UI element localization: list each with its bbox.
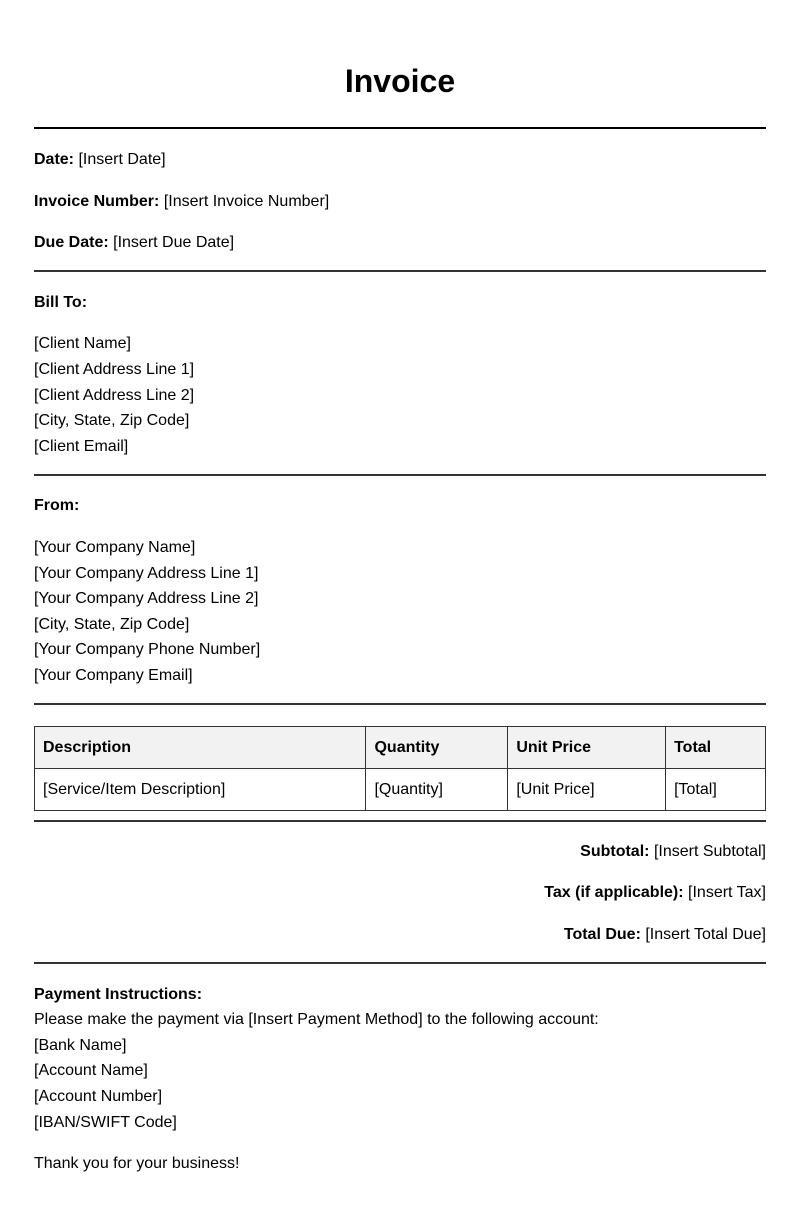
payment-line: [IBAN/SWIFT Code] — [34, 1114, 177, 1131]
total-due-value: [Insert Total Due] — [645, 926, 766, 943]
date-line — [34, 150, 166, 170]
bill-to-line: [City, State, Zip Code] — [34, 412, 190, 429]
payment-heading: Payment Instructions: — [34, 986, 203, 1003]
page-title: Invoice — [344, 63, 456, 99]
subtotal-line — [580, 842, 766, 862]
cell-total: [Total] — [666, 769, 766, 811]
table-header-row — [35, 727, 766, 769]
cell-description: [Service/Item Description] — [35, 769, 366, 811]
from-heading: From: — [34, 497, 80, 514]
tax-value: [Insert Tax] — [688, 884, 766, 901]
divider — [34, 962, 766, 964]
items-table — [34, 726, 766, 811]
divider — [34, 127, 766, 129]
tax-label: Tax (if applicable): — [544, 884, 684, 901]
column-header-quantity: Quantity — [366, 727, 508, 769]
bill-to-line: [Client Name] — [34, 335, 131, 352]
total-due-label: Total Due: — [563, 926, 641, 943]
date-label: Date: — [34, 151, 75, 168]
bill-to-line: [Client Address Line 2] — [34, 387, 195, 404]
from-line: [Your Company Address Line 1] — [34, 565, 259, 582]
invoice-number-line — [34, 192, 329, 212]
from-line: [City, State, Zip Code] — [34, 616, 190, 633]
due-date-line — [34, 233, 234, 253]
due-date-value: [Insert Due Date] — [113, 234, 235, 251]
payment-line: [Account Name] — [34, 1062, 148, 1079]
subtotal-label: Subtotal: — [580, 843, 650, 860]
tax-line — [544, 883, 766, 903]
table-row — [35, 769, 766, 811]
total-due-line — [564, 925, 766, 945]
payment-line: [Account Number] — [34, 1088, 163, 1105]
from-line: [Your Company Phone Number] — [34, 641, 261, 658]
from-line: [Your Company Email] — [34, 667, 193, 684]
invoice-number-label: Invoice Number: — [34, 193, 160, 210]
payment-line: Please make the payment via [Insert Payment Method] to the following account: — [34, 1011, 599, 1028]
cell-unit-price: [Unit Price] — [508, 769, 666, 811]
subtotal-value: [Insert Subtotal] — [653, 843, 766, 860]
due-date-label: Due Date: — [34, 234, 109, 251]
from-line: [Your Company Name] — [34, 539, 196, 556]
date-value: [Insert Date] — [78, 151, 166, 168]
divider — [34, 703, 766, 705]
bill-to-line: [Client Email] — [34, 438, 129, 455]
divider — [34, 820, 766, 822]
column-header-description: Description — [35, 727, 366, 769]
invoice-number-value: [Insert Invoice Number] — [163, 193, 330, 210]
column-header-unit-price: Unit Price — [508, 727, 666, 769]
bill-to-heading: Bill To: — [34, 294, 88, 311]
from-line: [Your Company Address Line 2] — [34, 590, 259, 607]
payment-line: [Bank Name] — [34, 1037, 127, 1054]
bill-to-line: [Client Address Line 1] — [34, 361, 195, 378]
column-header-total: Total — [666, 727, 766, 769]
cell-quantity: [Quantity] — [366, 769, 508, 811]
closing-text: Thank you for your business! — [34, 1155, 240, 1172]
divider — [34, 474, 766, 476]
divider — [34, 270, 766, 272]
